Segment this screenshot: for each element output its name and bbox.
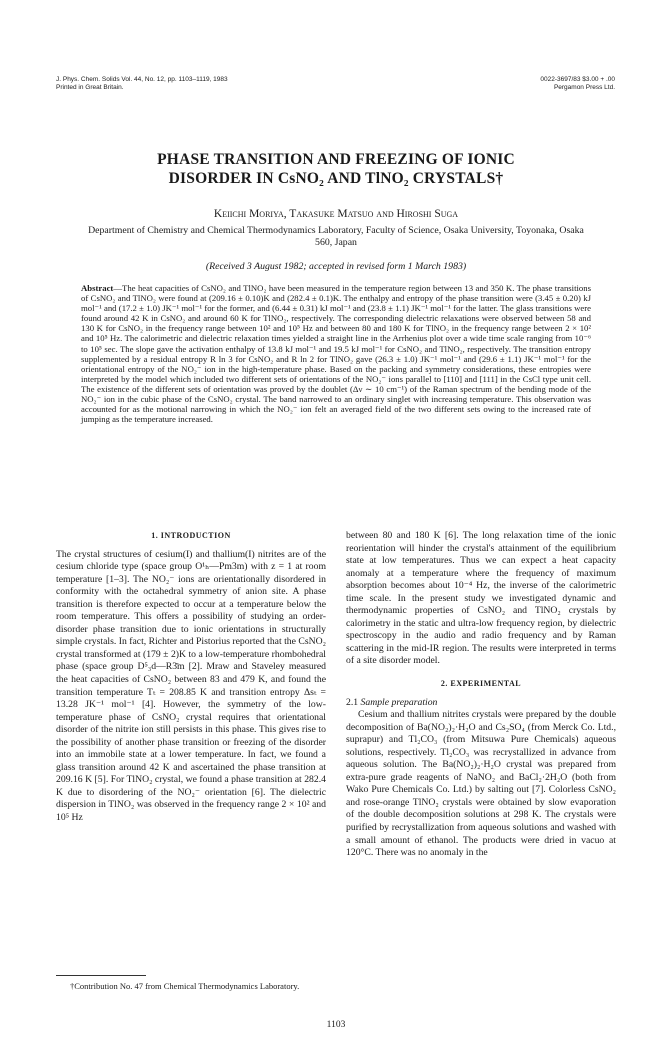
publisher-name: Pergamon Press Ltd. bbox=[553, 84, 615, 91]
authors: Keiichi Moriya, Takasuke Matsuo and Hiroshi Suga bbox=[213, 208, 459, 220]
right-column bbox=[346, 530, 616, 860]
subsection-heading bbox=[346, 697, 616, 710]
section-heading-experimental: 2. EXPERIMENTAL bbox=[440, 679, 522, 689]
paper-title bbox=[56, 150, 616, 188]
left-column bbox=[56, 530, 326, 825]
publisher-header bbox=[540, 76, 615, 92]
abstract-label: Abstract bbox=[81, 283, 114, 293]
sample-preparation-paragraph: Cesium and thallium nitrites crystals were prepared by the double decomposition of Ba(NO₂)₂·H₂O and Cs₂SO₄ (from Merck Co. Ltd., suprapur) and Tl₂CO₃ (from Mitsuwa Pure Chemicals) aqueous solutions, respectively. Tl₂CO₃ was recrystallized in advance from aqueous solution. The Ba(NO₂)₂·H₂O crystal was prepared from extra-pure grade reagents of NaNO₂ and BaCl₂·2H₂O (both from Wako Pure Chemicals Co. Ltd.) by salting out [7]. Colorless CsNO₂ and rose-orange TlNO₂ crystals were obtained by slow evaporation of the double decomposition solutions at 298 K. The crystals were purified by recrystallization from aqueous solutions and washed with a small amount of ethanol. The products were dried in vacuo at 120°C. There was no anomaly in the bbox=[346, 709, 616, 859]
footnote-rule bbox=[56, 975, 146, 976]
page-number: 1103 bbox=[326, 1020, 346, 1030]
journal-citation: J. Phys. Chem. Solids Vol. 44, No. 12, pp. 1103–1119, 1983 bbox=[56, 76, 228, 83]
title-line-1: PHASE TRANSITION AND FREEZING OF IONIC bbox=[157, 151, 515, 168]
affiliation: Department of Chemistry and Chemical Thermodynamics Laboratory, Faculty of Science, Osaka University, Toyonaka, Osaka 560, Japan bbox=[88, 225, 584, 248]
section-heading-introduction: 1. INTRODUCTION bbox=[151, 531, 231, 540]
subsection-number: 2.1 bbox=[346, 696, 359, 708]
journal-header bbox=[56, 76, 228, 92]
subsection-title: Sample preparation bbox=[360, 696, 438, 708]
introduction-paragraph: The crystal structures of cesium(I) and thallium(I) nitrites are of the cesium chloride type (space group O¹ₕ—Pm3m) with z = 1 at room temperature [1–3]. The NO₂⁻ ions are orientationally disordered in conformity with the octahedral symmetry of anion site. A phase transition is therefore expected to occur at a temperature below the room temperature. This offers a possibility of studying an order-disorder phase transition due to ionic orientations in structurally simple crystals. In fact, Richter and Pistorius reported that the CsNO₂ crystal transformed at (179 ± 2)K to a low-temperature rhombohedral phase (space group D⁵₃d—R3̄m [2]. Mraw and Staveley measured the heat capacities of CsNO₂ between 83 and 479 K, and found the transition temperature Tₜ = 208.85 K and transition entropy Δsₜ = 13.28 JK⁻¹ mol⁻¹ [4]. However, the symmetry of the low-temperature phase of CsNO₂ crystal requires that orientational disorder of the nitrite ion still persists in this phase. This gives rise to the possibility of another phase transition or freezing of the disorder into an immobile state at a lower temperature. In fact, we found a glass transition around 42 K and ascertained the phase transition at 209.16 K [5]. For TlNO₂ crystal, we found a phase transition at 282.4 K due to disordering of the NO₂⁻ orientation [6]. The dielectric dispersion in TlNO₂ was observed in the frequency range 2 × 10² and 10⁵ Hz bbox=[56, 548, 326, 824]
abstract-text: —The heat capacities of CsNO₂ and TlNO₂ have been measured in the temperature region between 13 and 350 K. The phase transitions of CsNO₂ and TlNO₂ were found at (209.16 ± 0.10)K and (282.4 ± 0.1)K. The enthalpy and entropy of the phase transition were (3.45 ± 0.20) kJ mol⁻¹ and (17.2 ± 1.0) JK⁻¹ mol⁻¹ for the former, and (6.44 ± 0.31) kJ mol⁻¹ and (23.8 ± 1.1) JK⁻¹ mol⁻¹ for the latter. The glass transitions were found around 42 K in CsNO₂ and around 60 K for TlNO₂, respectively. The corresponding dielectric relaxations were observed between 58 and 130 K for CsNO₂ in the frequency range between 10² and 10⁵ Hz and between 80 and 180 K for TlNO₂ in the frequency range between 2 × 10² and 10⁵ Hz. The calorimetric and dielectric relaxation times yielded a straight line in the Arrhenius plot over a wide time scale ranging from 10⁻⁶ to 10⁵ sec. The slope gave the activation enthalpy of 13.8 kJ mol⁻¹ and 19.5 kJ mol⁻¹ for CsNO₂ and TlNO₂, respectively. The transition entropy supplemented by a residual entropy R ln 3 for CsNO₂ and R ln 2 for TlNO₂ gave (26.3 ± 1.0) JK⁻¹ mol⁻¹ and (29.6 ± 1.1) JK⁻¹ mol⁻¹ for the orientational entropy of the NO₂⁻ ion in the high-temperature phase. Based on the packing and symmetry considerations, these entropies were interpreted by the model which included two different sets of orientations of the NO₂⁻ ions parallel to [110] and [111] in the CsCl type unit cell. The existence of the different sets of orientation was proved by the doublet (Δν ∼ 10 cm⁻¹) of the Raman spectrum of the bending mode of the NO₂⁻ ion in the cubic phase of the CsNO₂ crystal. The band narrowed to an ordinary singlet with increasing temperature. This observation was accounted for as the motional narrowing in which the NO₂⁻ ion felt an averaged field of the two different sets owing to the increased rate of jumping as the temperature increased. bbox=[81, 283, 591, 425]
printed-in: Printed in Great Britain. bbox=[56, 84, 124, 91]
title-line-2: DISORDER IN CsNO₂ AND TlNO₂ CRYSTALS† bbox=[168, 170, 504, 187]
received-dates: (Received 3 August 1982; accepted in revised form 1 March 1983) bbox=[205, 261, 467, 272]
issn-price: 0022-3697/83 $3.00 + .00 bbox=[540, 76, 615, 83]
abstract bbox=[81, 283, 591, 424]
introduction-continued: between 80 and 180 K [6]. The long relaxation time of the ionic reorientation will hinder the crystal's attainment of the equilibrium state at low temperatures. Thus we can expect a heat capacity anomaly at a temperature where the frequency of maximum absorption becomes about 10⁻⁴ Hz, the inverse of the calorimetric time scale. In the present study we investigated dynamic and thermodynamic properties of CsNO₂ and TlNO₂ crystals by calorimetry in the static and ultra-low frequency region, by dielectric spectroscopy in the audio and radio frequency and by Raman scattering in the mid-IR region. The results were interpreted in terms of a site disorder model. bbox=[346, 530, 616, 667]
footnote: †Contribution No. 47 from Chemical Thermodynamics Laboratory. bbox=[70, 981, 300, 991]
